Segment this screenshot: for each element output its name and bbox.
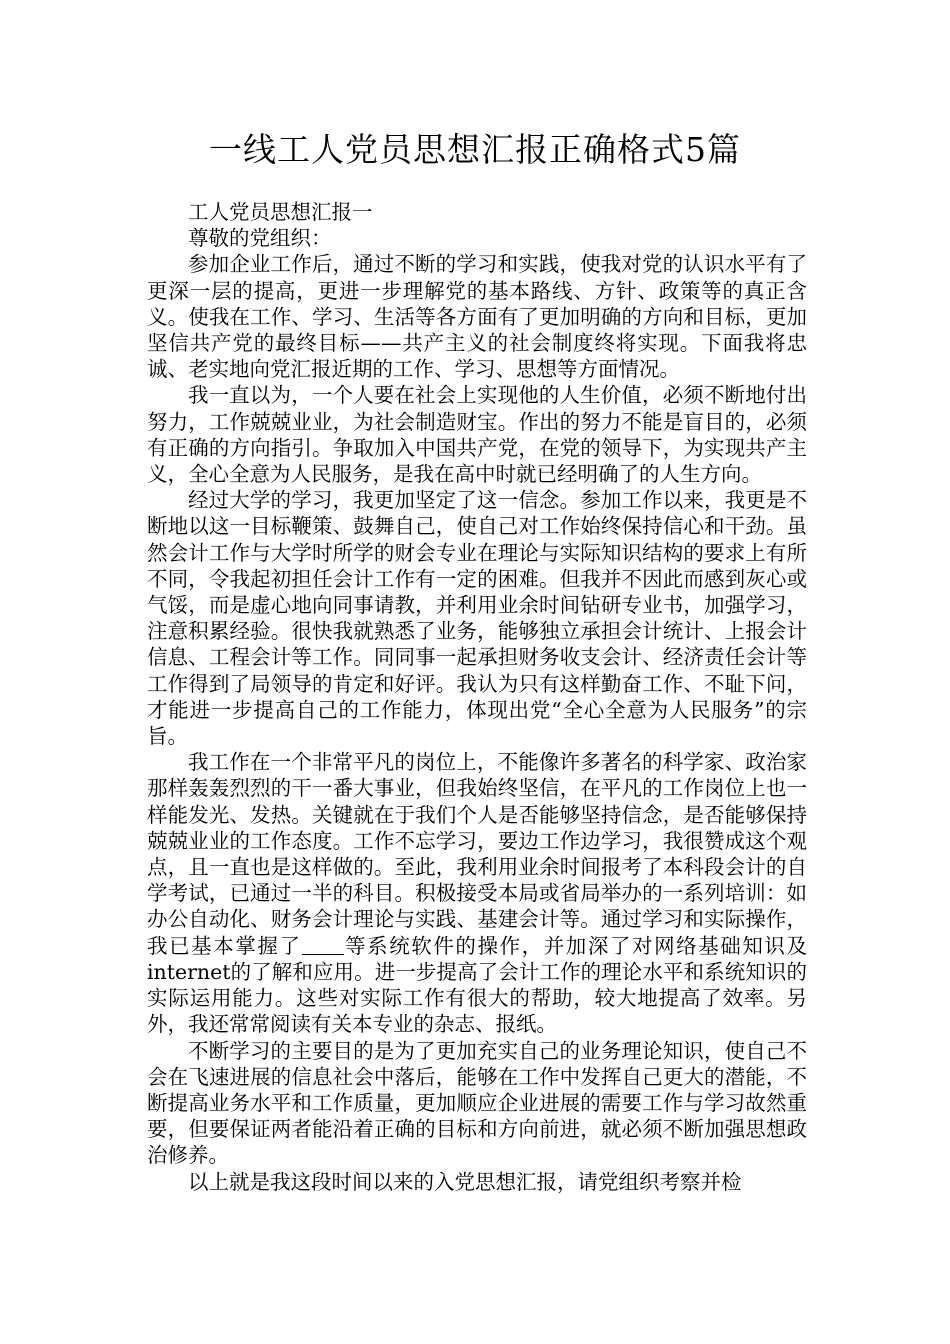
paragraph: 以上就是我这段时间以来的入党思想汇报，请党组织考察并检 [188,1169,742,1194]
fill-in-blank [302,933,344,955]
document-title: 一线工人党员思想汇报正确格式5篇 [209,130,741,169]
section-heading: 工人党员思想汇报一 [188,200,373,224]
paragraph: 我一直以为，一个人要在社会上实现他的人生价值，必须不断地付出努力，工作兢兢业业，为社会制造财宝。作出的努力不能是盲目的，必须有正确的方向指引。争取加入中国共产党，在党的领导下，为实现共产主义，全心全意为人民服务，是我在高中时就已经明确了的人生方向。 [147,383,807,487]
paragraph-text: 我工作在一个非常平凡的岗位上，不能像许多著名的科学家、政治家那样轰轰烈烈的干一番大事业，但我始终坚信，在平凡的工作岗位上也一样能发光、发热。关键就在于我们个人是否能够坚持信念，是否能够保持兢兢业业的工作态度。工作不忘学习，要边工作边学习，我很赞成这个观点，且一直也是这样做的。至此，我利用业余时间报考了本科段会计的自学考试，已通过一半的科目。积极接受本局或省局举办的一系列培训：如办公自动化、财务会计理论与实践、基建会计等。通过学习和实际操作，我已基本掌握了 [147,750,807,958]
paragraph: 参加企业工作后，通过不断的学习和实践，使我对党的认识水平有了更深一层的提高，更进一步理解党的基本路线、方针、政策等的真正含义。使我在工作、学习、生活等各方面有了更加明确的方向和目标，更加坚信共产党的最终目标——共产主义的社会制度终将实现。下面我将忠诚、老实地向党汇报近期的工作、学习、思想等方面情况。 [147,252,807,382]
paragraph [147,749,807,1037]
paragraph: 经过大学的学习，我更加坚定了这一信念。参加工作以来，我更是不断地以这一目标鞭策、鼓舞自己，使自己对工作始终保持信心和干劲。虽然会计工作与大学时所学的财会专业在理论与实际知识结构的要求上有所不同，令我起初担任会计工作有一定的困难。但我并不因此而感到灰心或气馁，而是虚心地向同事请教，并利用业余时间钻研专业书，加强学习，注意积累经验。很快我就熟悉了业务，能够独立承担会计统计、上报会计信息、工程会计等工作。同同事一起承担财务收支会计、经济责任会计等工作得到了局领导的肯定和好评。我认为只有这样勤奋工作、不耻下问，才能进一步提高自己的工作能力，体现出党“全心全意为人民服务”的宗旨。 [147,488,807,749]
salutation: 尊敬的党组织： [188,226,332,251]
paragraph-text: 等系统软件的操作，并加深了对网络基础知识及internet的了解和应用。进一步提高了会计工作的理论水平和系统知识的实际运用能力。这些对实际工作有很大的帮助，较大地提高了效率。另外，我还常常阅读有关本专业的杂志、报纸。 [147,933,807,1037]
document-body [147,199,807,1195]
paragraph: 不断学习的主要目的是为了更加充实自己的业务理论知识，使自己不会在飞速进展的信息社会中落后，能够在工作中发挥自己更大的潜能，不断提高业务水平和工作质量，更加顺应企业进展的需要工作与学习故然重要，但要保证两者能沿着正确的目标和方向前进，就必须不断加强思想政治修养。 [147,1038,807,1168]
